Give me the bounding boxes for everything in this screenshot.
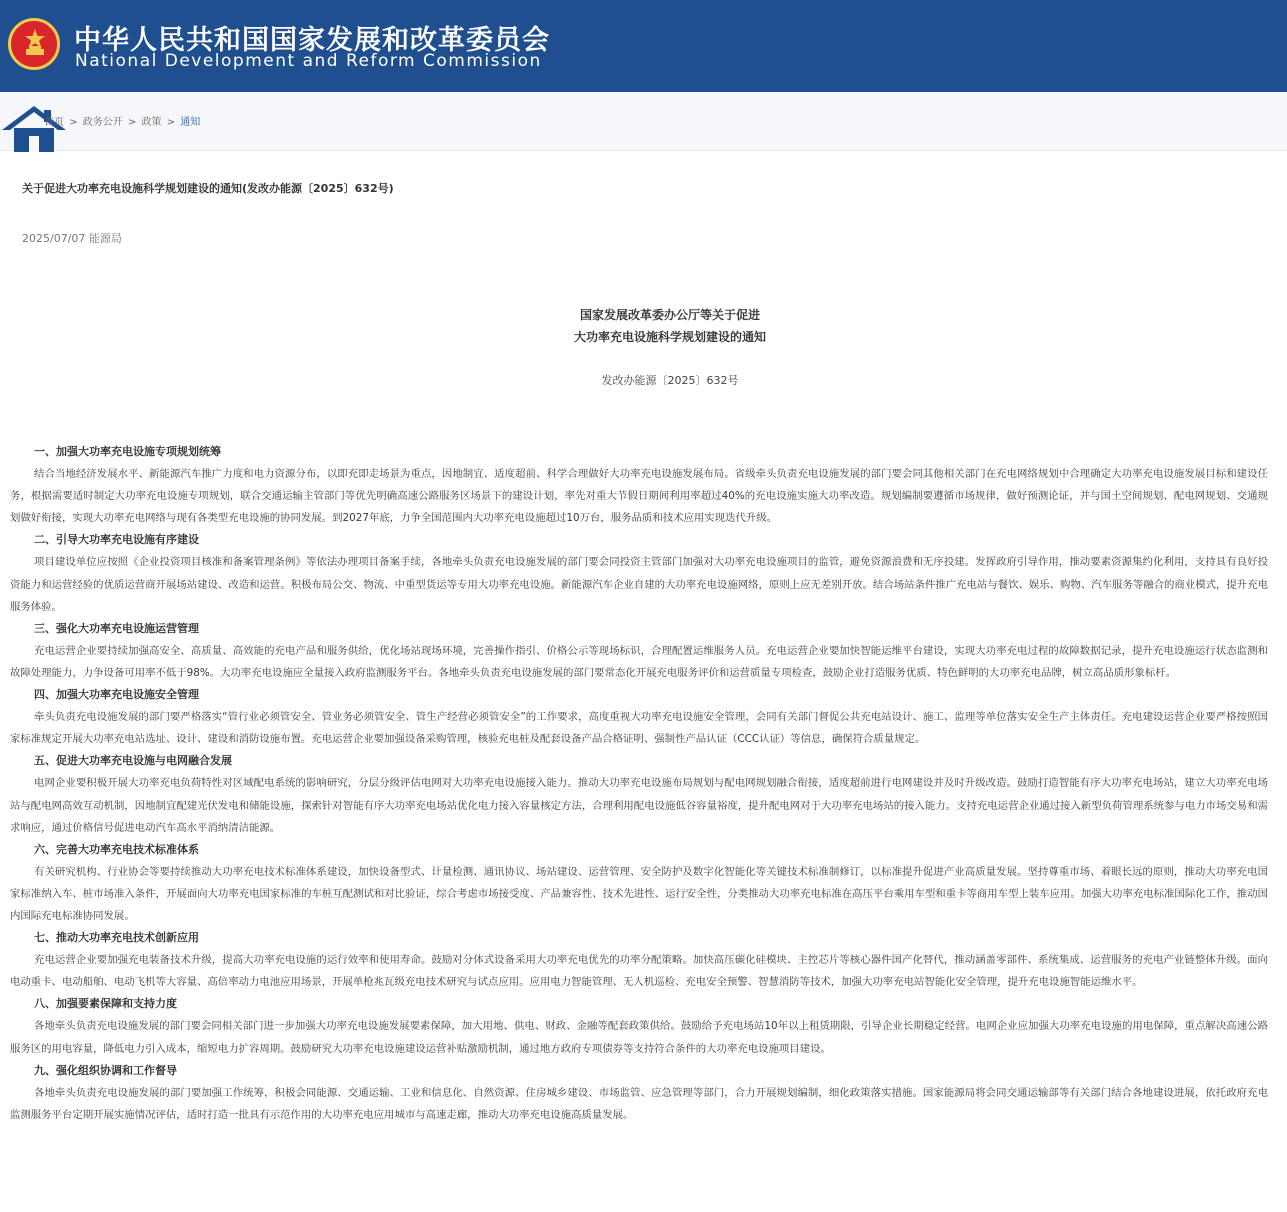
section-title: 三、强化大功率充电设施运营管理 — [34, 621, 199, 635]
breadcrumb-item-public[interactable]: 政务公开 — [82, 117, 123, 128]
document-number: 发改办能源〔2025〕632号 — [601, 374, 739, 387]
document-heading-line2: 大功率充电设施科学规划建设的通知 — [573, 330, 766, 344]
breadcrumb-item-notice[interactable]: 通知 — [180, 117, 201, 128]
section-paragraph: 有关研究机构、行业协会等要持续推动大功率充电技术标准体系建设，加快设备型式、计量检测、通讯协议、场站建设、运营管理、安全防护及数字化智能化等关键技术标准制修订，以标准提升促进产业高质量发展。坚持尊重市场、着眼长远的原则，推动大功率充电国家标准纳入车、桩市场准入条件，开展面向大功率充电国家标准的车桩互配测试和对比验证，综合考虑市场接受度、产品兼容性、技术先进性、运行安全性，分类推动大功率充电标准在高压平台乘用车型和重卡等商用车型上装车应用。加强大功率充电标准国际化工作，推动国内国际充电标准协同发展。 — [10, 865, 1268, 922]
site-header — [0, 0, 1287, 92]
section-title: 四、加强大功率充电设施安全管理 — [34, 688, 199, 702]
section-paragraph: 牵头负责充电设施发展的部门要严格落实“管行业必须管安全、管业务必须管安全、管生产经营必须管安全”的工作要求，高度重视大功率充电设施安全管理，会同有关部门督促公共充电站设计、施工、监理等单位落实安全生产主体责任。充电建设运营企业要严格按照国家标准规定开展大功率充电站选址、设计、建设和消防设施布置。充电运营企业要加强设备采购管理，核验充电桩及配套设备产品合格证明、强制性产品认证（CCC认证）等信息，确保符合质量规定。 — [10, 711, 1268, 746]
national-emblem-icon[interactable] — [8, 18, 60, 70]
document-heading — [0, 304, 1287, 348]
section-paragraph: 充电运营企业要持续加强高安全、高质量、高效能的充电产品和服务供给，优化场站现场环境，完善操作指引、价格公示等现场标识，合理配置运维服务人员。充电运营企业要加快智能运维平台建设，实现大功率充电过程的故障数据记录，提升充电设施运行状态监测和故障处理能力，力争设备可用率不低于98%。大功率充电设施应全量接入政府监测服务平台。各地牵头负责充电设施发展的部门要常态化开展充电服务评价和运营质量专项检查，鼓励企业打造服务优质、特色鲜明的大功率充电品牌，树立高品质形象标杆。 — [10, 644, 1268, 679]
section-paragraph: 电网企业要积极开展大功率充电负荷特性对区域配电系统的影响研究，分层分级评估电网对大功率充电设施接入能力。推动大功率充电设施布局规划与配电网规划融合衔接，适度超前进行电网建设并及时升级改造。鼓励打造智能有序大功率充电场站，建立大功率充电场站与配电网高效互动机制，因地制宜配建光伏发电和储能设施，探索针对智能有序大功率充电场站优化电力接入容量核定方法，合理利用配电设施低谷容量裕度，提升配电网对于大功率充电场站的接入能力。支持充电运营企业通过接入新型负荷管理系统参与电力市场交易和需求响应，通过价格信号促进电动汽车高水平消纳清洁能源。 — [10, 777, 1268, 834]
breadcrumb-separator: > — [127, 117, 137, 128]
breadcrumb-separator: > — [166, 117, 176, 128]
site-title-en[interactable]: National Development and Reform Commission — [75, 51, 542, 71]
breadcrumb-home[interactable]: 首页 — [44, 117, 64, 128]
article-meta: 2025/07/07 能源局 — [22, 232, 122, 245]
document-heading-line1: 国家发展改革委办公厅等关于促进 — [579, 308, 760, 322]
section-paragraph: 项目建设单位应按照《企业投资项目核准和备案管理条例》等依法办理项目备案手续，各地牵头负责充电设施发展的部门要会同投资主管部门加强对大功率充电设施项目的监管，避免资源浪费和无序投建。发挥政府引导作用，推动要素资源集约化利用，支持具有良好投资能力和运营经验的优质运营商开展场站建设、改造和运营。积极布局公交、物流、中重型货运等专用大功率充电设施。新能源汽车企业自建的大功率充电设施网络，原则上应无差别开放。结合场站条件推广充电站与餐饮、娱乐、购物、汽车服务等融合的商业模式，提升充电服务体验。 — [10, 556, 1268, 613]
article-body — [10, 441, 1268, 1126]
breadcrumb — [44, 113, 202, 128]
section-title: 六、完善大功率充电技术标准体系 — [34, 842, 199, 856]
section-paragraph: 各地牵头负责充电设施发展的部门要加强工作统筹，积极会同能源、交通运输、工业和信息化、自然资源、住房城乡建设、市场监管、应急管理等部门，合力开展规划编制，细化政策落实措施。国家能源局将会同交通运输部等有关部门结合各地建设进展，依托政府充电监测服务平台定期开展实施情况评估，适时打造一批具有示范作用的大功率充电应用城市与高速走廊，推动大功率充电设施高质量发展。 — [10, 1086, 1268, 1121]
site-title-cn[interactable]: 中华人民共和国国家发展和改革委员会 — [74, 25, 550, 56]
breadcrumb-bar — [0, 92, 1287, 151]
section-title: 五、促进大功率充电设施与电网融合发展 — [34, 754, 232, 768]
section-title: 二、引导大功率充电设施有序建设 — [34, 533, 199, 547]
section-title: 八、加强要素保障和支持力度 — [34, 997, 177, 1011]
section-title: 一、加强大功率充电设施专项规划统筹 — [34, 445, 221, 458]
section-paragraph: 充电运营企业要加强充电装备技术升级，提高大功率充电设施的运行效率和使用寿命。鼓励对分体式设备采用大功率充电优先的功率分配策略。加快高压碳化硅模块、主控芯片等核心器件国产化替代，推动涵盖零部件、系统集成、运营服务的充电产业链整体升级。面向电动重卡、电动船舶、电动飞机等大容量、高倍率动力电池应用场景，开展单枪兆瓦级充电技术研究与试点应用。应用电力智能管理、无人机巡检、充电安全预警、智慧消防等技术，加强大功率充电站智能化安全管理，提升充电设施智能运维水平。 — [10, 954, 1268, 989]
page-title: 关于促进大功率充电设施科学规划建设的通知(发改办能源〔2025〕632号) — [22, 182, 394, 195]
section-paragraph: 各地牵头负责充电设施发展的部门要会同相关部门进一步加强大功率充电设施发展要素保障，加大用地、供电、财政、金融等配套政策供给。鼓励给予充电场站10年以上租赁期限，引导企业长期稳定经营。电网企业应加强大功率充电设施的用电保障，重点解决高速公路服务区的用电容量，降低电力引入成本，缩短电力扩容周期。鼓励研究大功率充电设施建设运营补贴激励机制，通过地方政府专项债券等支持符合条件的大功率充电设施项目建设。 — [10, 1020, 1268, 1055]
breadcrumb-item-policy[interactable]: 政策 — [141, 117, 162, 128]
breadcrumb-separator: > — [69, 117, 78, 128]
section-paragraph: 结合当地经济发展水平、新能源汽车推广力度和电力资源分布，以即充即走场景为重点，因地制宜、适度超前、科学合理做好大功率充电设施发展布局。省级牵头负责充电设施发展的部门要会同其他相关部门在充电网络规划中合理确定大功率充电设施发展目标和建设任务，根据需要适时制定大功率充电设施专项规划，联合交通运输主管部门等优先明确高速公路服务区场景下的建设计划，率先对重大节假日期间利用率超过40%的充电设施实施大功率改造。规划编制要遵循市场规律，做好预测论证，并与国土空间规划、配电网规划、交通规划做好衔接，实现大功率充电网络与现有各类型充电设施的协同发展。到2027年底，力争全国范围内大功率充电设施超过10万台，服务品质和技术应用实现迭代升级。 — [10, 468, 1268, 525]
section-title: 九、强化组织协调和工作督导 — [34, 1063, 177, 1077]
section-title: 七、推动大功率充电技术创新应用 — [34, 931, 199, 945]
